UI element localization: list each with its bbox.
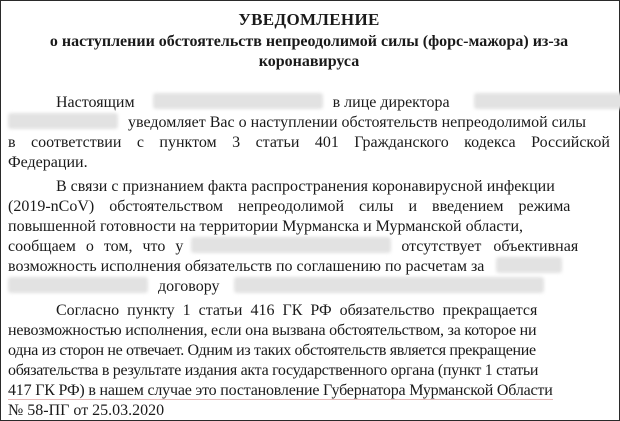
- p2-line1: В связи с признанием факта распространения коронавирусной инфекции: [56, 178, 555, 195]
- p3-line5: [8, 381, 610, 400]
- p2-line2: (2019-nCoV) обстоятельством непреодолимой силы и введением режима: [8, 198, 571, 215]
- p1-text-nastoyashchim: Настоящим: [56, 94, 135, 111]
- redacted-director-name: [474, 93, 620, 109]
- document-title: УВЕДОМЛЕНИЕ: [238, 10, 380, 29]
- p2-line6: [8, 277, 610, 296]
- p3-line6: № 58-ПГ от 25.03.2020: [8, 402, 165, 419]
- p1-line4: Федерации.: [8, 154, 88, 171]
- p3-line2: невозможностью исполнения, если она вызвана обстоятельством, за которое ни: [8, 322, 537, 339]
- redacted-contract-number: [8, 277, 148, 293]
- p3-line4: обязательства в результате издания акта государственного органа (пункт 1 статьи: [8, 362, 539, 379]
- p1-line2: [8, 113, 610, 132]
- p2-line4: [8, 237, 610, 256]
- redacted-company-name-2: [191, 237, 391, 253]
- redacted-payment-subject: [496, 257, 562, 273]
- notice-document: [8, 10, 610, 419]
- p3-line1: Согласно пункту 1 статьи 416 ГК РФ обязательство прекращается: [56, 302, 538, 319]
- document-subtitle-line1: о наступлении обстоятельств непреодолимой силы (форс-мажора) из-за: [49, 33, 569, 50]
- p2-text-soobshchaem: сообщаем о том, что у: [8, 238, 184, 255]
- p1-text-director: в лице директора: [332, 94, 450, 111]
- p1-line1: [8, 93, 610, 112]
- p2-text-dogovoru: договору: [158, 278, 220, 295]
- redacted-director-name-cont: [8, 113, 118, 129]
- document-subtitle-line2: коронавируса: [258, 53, 360, 70]
- p2-line3: повышенной готовности на территории Мурманска и Мурманской области,: [8, 218, 524, 235]
- redacted-company-name: [153, 93, 323, 109]
- p2-line5-text: возможность исполнения обязательств по соглашению по расчетам за: [8, 258, 485, 275]
- p1-line2-text: уведомляет Вас о наступлении обстоятельств непреодолимой силы: [128, 114, 587, 131]
- redacted-contract-details: [234, 277, 544, 293]
- p3-line5-text: 417 ГК РФ) в нашем случае это постановление Губернатора Мурманской Области: [8, 382, 553, 399]
- p2-line5: [8, 257, 610, 276]
- p3-line3: одна из сторон не отвечает. Одним из таких обстоятельств является прекращение: [8, 342, 536, 359]
- p1-line3: в соответствии с пунктом 3 статьи 401 Гражданского кодекса Российской: [8, 134, 610, 151]
- p2-text-otsutstvuet: отсутствует объективная: [401, 238, 579, 255]
